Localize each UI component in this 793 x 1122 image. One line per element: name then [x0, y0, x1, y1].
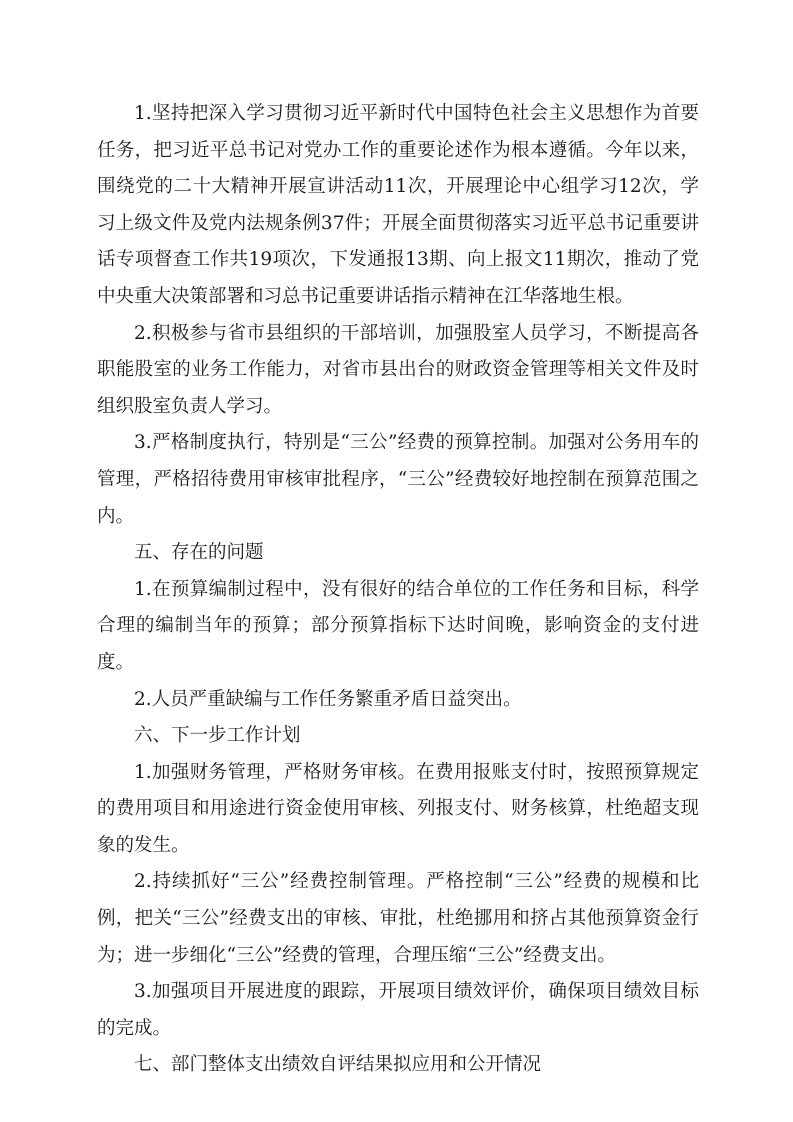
section-heading-self-evaluation: 七、部门整体支出绩效自评结果拟应用和公开情况	[134, 1054, 542, 1076]
paragraph-project-tracking: 3.加强项目开展进度的跟踪，开展项目绩效评价，确保项目绩效目标的完成。	[97, 981, 699, 1039]
paragraph-financial-management: 1.加强财务管理，严格财务审核。在费用报账支付时，按照预算规定的费用项目和用途进行资金使用审核、列报支付、财务核算，杜绝超支现象的发生。	[97, 761, 699, 856]
section-heading-problems: 五、存在的问题	[134, 542, 264, 564]
paragraph-cadre-training: 2.积极参与省市县组织的干部培训，加强股室人员学习，不断提高各职能股室的业务工作能力，对省市县出台的财政资金管理等相关文件及时组织股室负责人学习。	[97, 322, 699, 417]
document-body	[97, 96, 699, 1084]
paragraph-three-public-expenses: 3.严格制度执行，特别是“三公”经费的预算控制。加强对公务用车的管理，严格招待费用审核审批程序，“三公”经费较好地控制在预算范围之内。	[97, 432, 699, 527]
paragraph-staff-shortage-problem: 2.人员严重缺编与工作任务繁重矛盾日益突出。	[134, 688, 522, 710]
paragraph-budget-preparation-problem: 1.在预算编制过程中，没有很好的结合单位的工作任务和目标，科学合理的编制当年的预算；部分预算指标下达时间晚，影响资金的支付进度。	[97, 578, 699, 673]
paragraph-study-party-theory: 1.坚持把深入学习贯彻习近平新时代中国特色社会主义思想作为首要任务，把习近平总书记对党办工作的重要论述作为根本遵循。今年以来，围绕党的二十大精神开展宣讲活动11次，开展理论中心组学习12次，学习上级文件及党内法规条例37件；开展全面贯彻落实习近平总书记重要讲话专项督查工作共19项次，下发通报13期、向上报文11期次，推动了党中央重大决策部署和习总书记重要讲话指示精神在江华落地生根。	[97, 103, 699, 307]
paragraph-three-public-control: 2.持续抓好“三公”经费控制管理。严格控制“三公”经费的规模和比例，把关“三公”经费支出的审核、审批，杜绝挪用和挤占其他预算资金行为；进一步细化“三公”经费的管理，合理压缩“三公”经费支出。	[97, 871, 699, 966]
section-heading-next-steps: 六、下一步工作计划	[134, 725, 301, 747]
